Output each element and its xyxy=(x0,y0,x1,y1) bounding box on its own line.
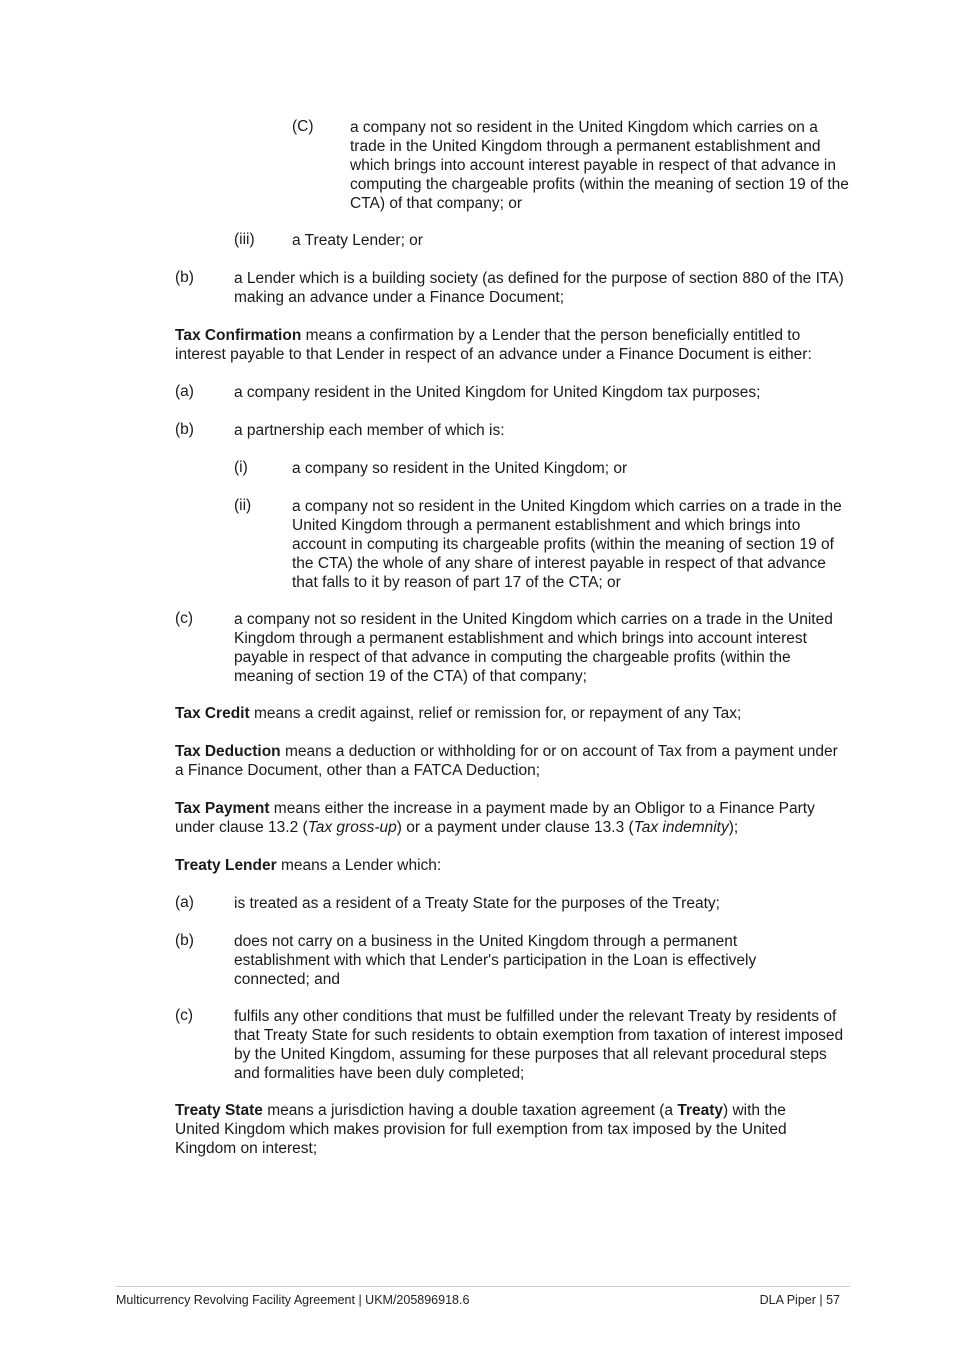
defined-term: Tax Confirmation xyxy=(175,327,302,344)
defined-term: Treaty State xyxy=(175,1102,263,1119)
defined-term: Tax Payment xyxy=(175,800,270,817)
item-label: (b) xyxy=(175,932,194,949)
item-label: (b) xyxy=(175,421,194,438)
defined-term: Tax Credit xyxy=(175,705,250,722)
clause-text: a company not so resident in the United Kingdom which carries on a trade in the United Kingdom through a permanent establishment and which brings into account in computing its chargeable profits (within the meaning of section 19 of the CTA) the whole of any share of interest payable in respect of that advance that falls to it by reason of part 17 of the CTA; or xyxy=(292,498,842,591)
defined-term: Tax Deduction xyxy=(175,743,281,760)
item-label: (C) xyxy=(292,118,314,135)
clause-text: a company not so resident in the United Kingdom which carries on a trade in the United Kingdom through a permanent establishment and which brings into account interest payable in respect of that advance in computing the chargeable profits (within the meaning of section 19 of the CTA) of that company; xyxy=(234,611,833,685)
definition-tax-credit: Tax Credit means a credit against, relief or remission for, or repayment of any Tax; xyxy=(175,705,742,722)
item-label: (iii) xyxy=(234,231,255,248)
item-label: (b) xyxy=(175,269,194,286)
clause-text: a company so resident in the United Kingdom; or xyxy=(292,460,628,477)
clause-text: a company resident in the United Kingdom for United Kingdom tax purposes; xyxy=(234,384,761,401)
definition-tax-deduction: Tax Deduction means a deduction or withholding for or on account of Tax from a payment under a Finance Document, other than a FATCA Deduction; xyxy=(175,743,838,779)
item-label: (a) xyxy=(175,383,194,400)
defined-term: Treaty xyxy=(677,1102,724,1119)
definition-treaty-lender: Treaty Lender means a Lender which: xyxy=(175,857,442,874)
definition-tax-payment: Tax Payment means either the increase in a payment made by an Obligor to a Finance Party under clause 13.2 (Tax gross-up) or a payment under clause 13.3 (Tax indemnity); xyxy=(175,800,815,836)
item-label: (ii) xyxy=(234,497,252,514)
item-label: (c) xyxy=(175,610,194,627)
clause-text: fulfils any other conditions that must be fulfilled under the relevant Treaty by residents of that Treaty State for such residents to obtain exemption from taxation of interest imposed by the United Kingdom, assuming for these purposes that all relevant procedural steps and formalities have been duly completed; xyxy=(234,1008,844,1082)
definition-treaty-state: Treaty State means a jurisdiction having a double taxation agreement (a Treaty) with the United Kingdom which makes provision for full exemption from tax imposed by the United Kingdom on interest; xyxy=(175,1102,787,1157)
clause-text: does not carry on a business in the United Kingdom through a permanent establishment with which that Lender's participation in the Loan is effectively connected; and xyxy=(234,933,757,988)
clause-text: a partnership each member of which is: xyxy=(234,422,505,439)
clause-text: a Lender which is a building society (as defined for the purpose of section 880 of the ITA) making an advance under a Finance Document; xyxy=(234,270,844,306)
item-label: (a) xyxy=(175,894,194,911)
clause-text: is treated as a resident of a Treaty State for the purposes of the Treaty; xyxy=(234,895,720,912)
item-label: (c) xyxy=(175,1007,194,1024)
clause-text: a company not so resident in the United Kingdom which carries on a trade in the United Kingdom through a permanent establishment and which brings into account interest payable in respect of that advance in computing the chargeable profits (within the meaning of section 19 of the CTA) of that company; or xyxy=(350,119,849,212)
defined-term: Treaty Lender xyxy=(175,857,277,874)
clause-text: a Treaty Lender; or xyxy=(292,232,423,249)
item-label: (i) xyxy=(234,459,248,476)
footer-page-number: DLA Piper | 57 xyxy=(759,1293,840,1307)
footer-divider xyxy=(116,1286,850,1287)
footer-document-reference: Multicurrency Revolving Facility Agreement | UKM/205896918.6 xyxy=(116,1293,470,1307)
definition-tax-confirmation: Tax Confirmation means a confirmation by a Lender that the person beneficially entitled to interest payable to that Lender in respect of an advance under a Finance Document is either: xyxy=(175,327,812,363)
